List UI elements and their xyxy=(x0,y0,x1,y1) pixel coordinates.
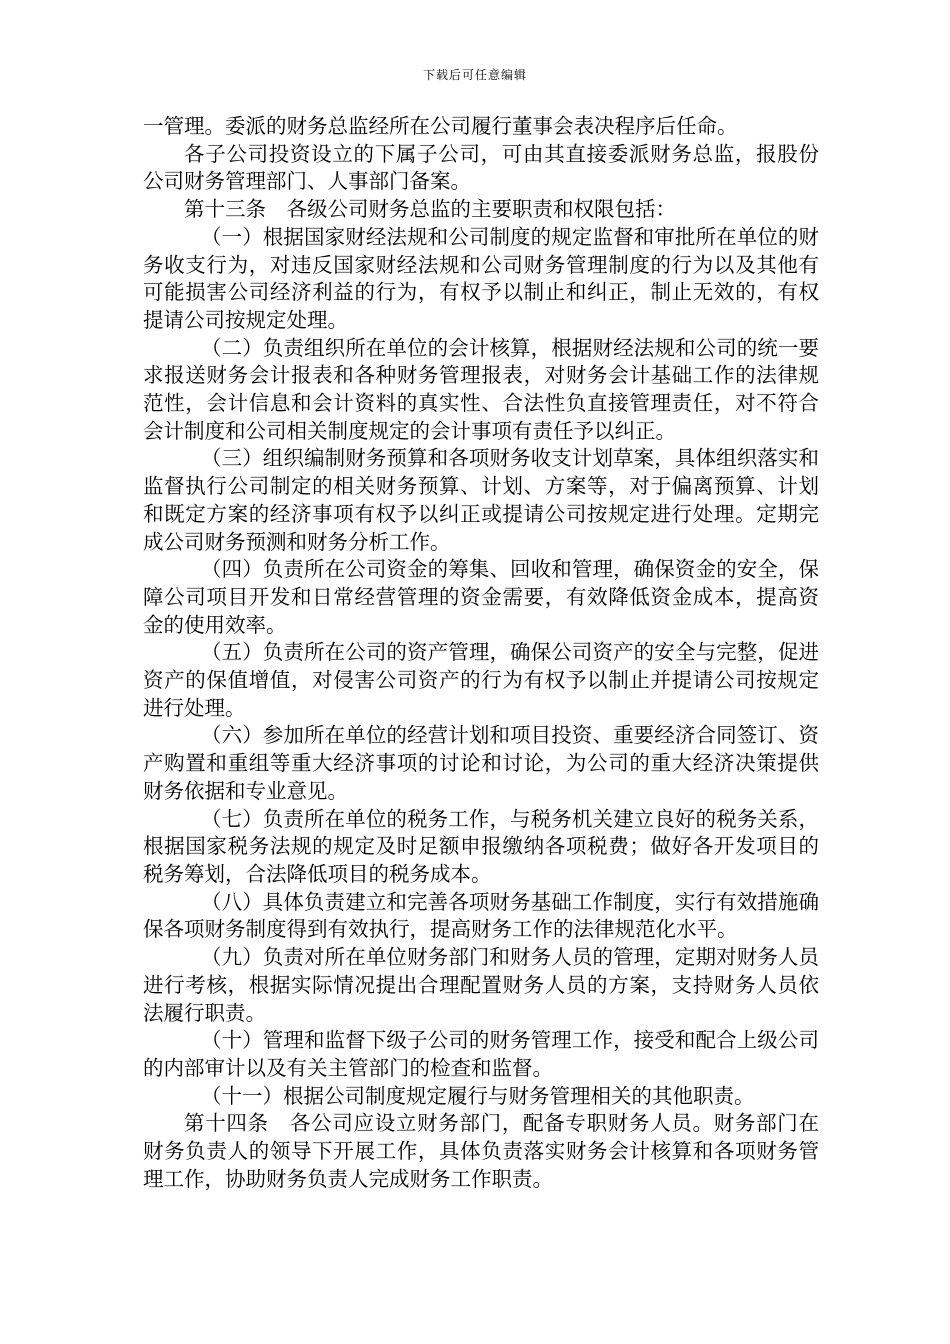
document-body xyxy=(143,113,819,1193)
duty-item-8: （八）具体负责建立和完善各项财务基础工作制度，实行有效措施确保各项财务制度得到有效执行，提高财务工作的法律规范化水平。 xyxy=(143,889,819,942)
duty-item-4: （四）负责所在公司资金的筹集、回收和管理，确保资金的安全，保障公司项目开发和日常经营管理的资金需要，有效降低资金成本，提高资金的使用效率。 xyxy=(143,557,819,637)
duty-item-6: （六）参加所在单位的经营计划和项目投资、重要经济合同签订、资产购置和重组等重大经济事项的讨论和讨论，为公司的重大经济决策提供财务依据和专业意见。 xyxy=(143,723,819,803)
article-14: 第十四条 各公司应设立财务部门，配备专职财务人员。财务部门在财务负责人的领导下开展工作，具体负责落实财务会计核算和各项财务管理工作，协助财务负责人完成财务工作职责。 xyxy=(143,1111,819,1191)
duty-item-9: （九）负责对所在单位财务部门和财务人员的管理，定期对财务人员进行考核，根据实际情况提出合理配置财务人员的方案，支持财务人员依法履行职责。 xyxy=(143,945,819,1025)
duty-item-7: （七）负责所在单位的税务工作，与税务机关建立良好的税务关系，根据国家税务法规的规定及时足额申报缴纳各项税费；做好各开发项目的税务筹划，合法降低项目的税务成本。 xyxy=(143,806,819,886)
duty-item-2: （二）负责组织所在单位的会计核算，根据财经法规和公司的统一要求报送财务会计报表和各种财务管理报表，对财务会计基础工作的法律规范性，会计信息和会计资料的真实性、合法性负直接管理责任，对不符合会计制度和公司相关制度规定的会计事项有责任予以纠正。 xyxy=(143,335,819,443)
article-13-heading: 第十三条 各级公司财务总监的主要职责和权限包括： xyxy=(184,197,676,222)
page-header: 下载后可任意编辑 xyxy=(422,68,527,82)
paragraph-2: 各子公司投资设立的下属子公司，可由其直接委派财务总监，报股份公司财务管理部门、人事部门备案。 xyxy=(143,141,819,194)
duty-item-1: （一）根据国家财经法规和公司制度的规定监督和审批所在单位的财务收支行为，对违反国家财经法规和公司财务管理制度的行为以及其他有可能损害公司经济利益的行为，有权予以制止和纠正，制止无效的，有权提请公司按规定处理。 xyxy=(143,224,819,332)
paragraph-1: 一管理。委派的财务总监经所在公司履行董事会表决程序后任命。 xyxy=(143,114,738,138)
duty-item-11: （十一）根据公司制度规定履行与财务管理相关的其他职责。 xyxy=(201,1083,755,1108)
duty-item-5: （五）负责所在公司的资产管理，确保公司资产的安全与完整，促进资产的保值增值，对侵害公司资产的行为有权予以制止并提请公司按规定进行处理。 xyxy=(143,640,819,720)
duty-item-10: （十）管理和监督下级子公司的财务管理工作，接受和配合上级公司的内部审计以及有关主管部门的检查和监督。 xyxy=(143,1028,819,1080)
duty-item-3: （三）组织编制财务预算和各项财务收支计划草案，具体组织落实和监督执行公司制定的相关财务预算、计划、方案等，对于偏离预算、计划和既定方案的经济事项有权予以纠正或提请公司按规定进行处理。定期完成公司财务预测和财务分析工作。 xyxy=(143,446,819,554)
